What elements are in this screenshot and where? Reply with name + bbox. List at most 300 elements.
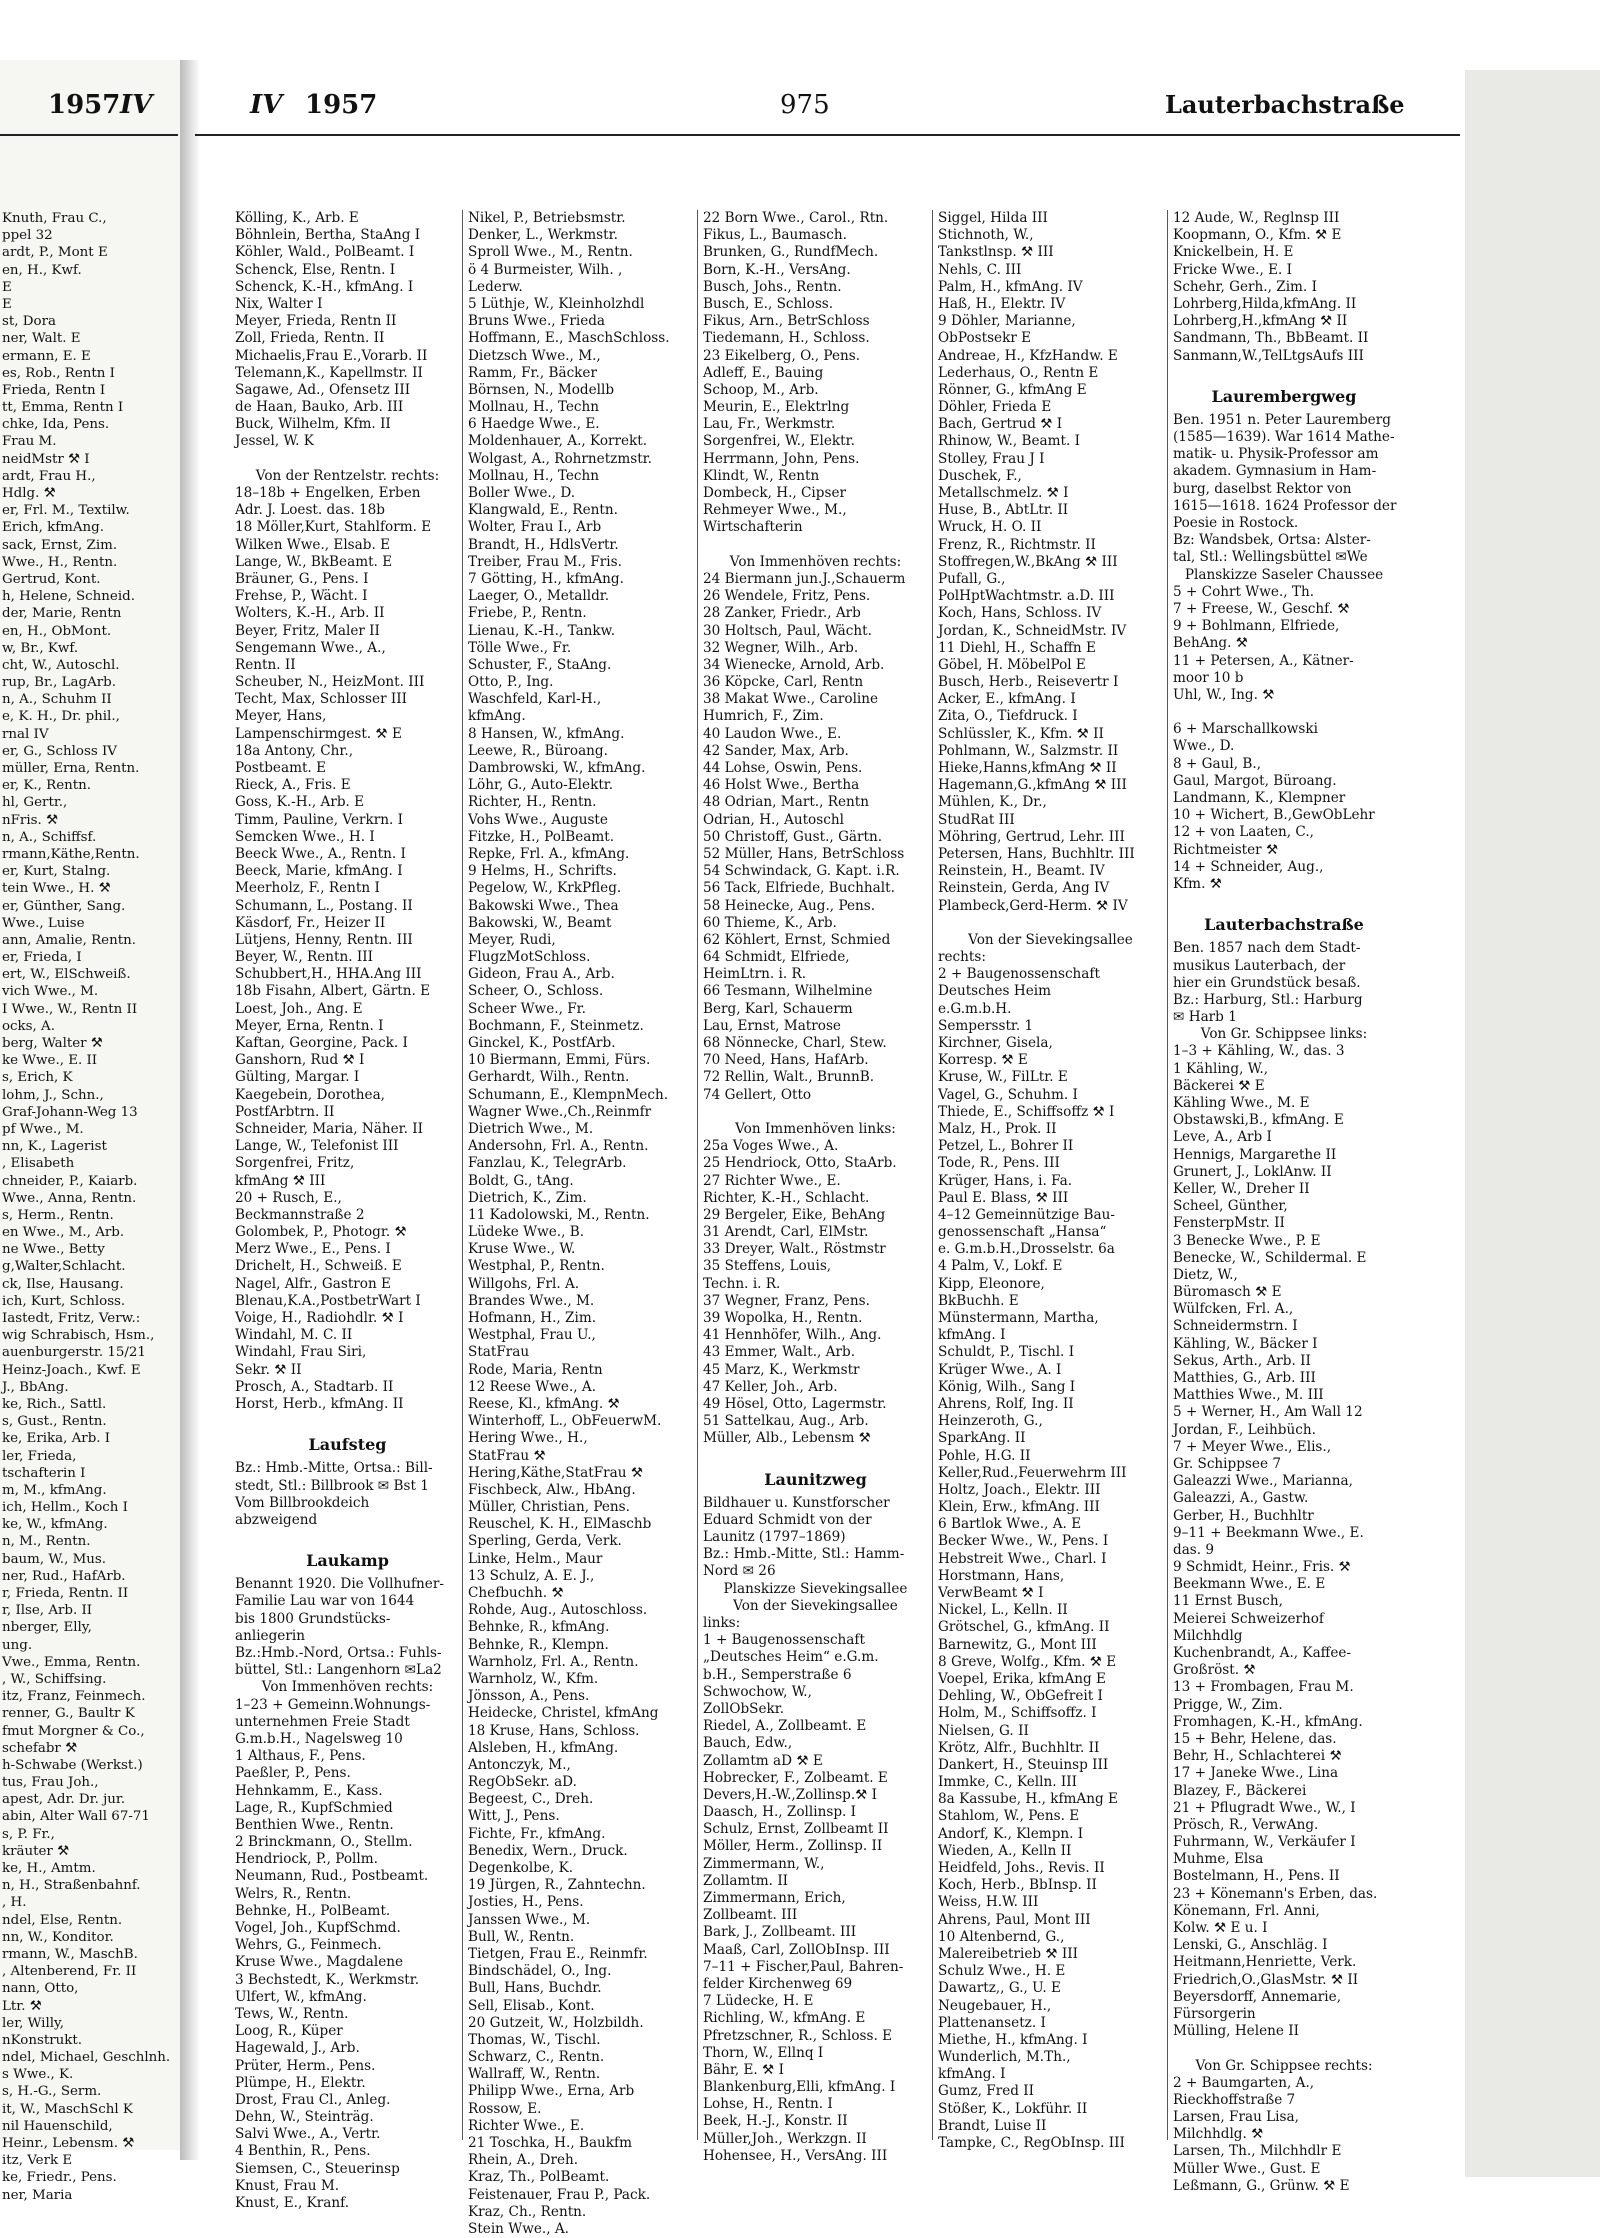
directory-entry: h-Schwabe (Werkst.) xyxy=(2,1757,143,1773)
directory-entry: abin, Alter Wall 67-71 xyxy=(2,1809,150,1825)
directory-entry: tschafterin I xyxy=(2,1465,86,1481)
directory-entry: Stahlom, W., Pens. E xyxy=(938,1808,1080,1825)
directory-entry: Lenski, G., Anschläg. I xyxy=(1173,1937,1328,1954)
directory-entry: Zimmermann, Erich, xyxy=(703,1890,846,1906)
directory-entry: Klangwald, E., Rentn. xyxy=(468,502,618,519)
directory-entry: Jönsson, A., Pens. xyxy=(468,1688,590,1705)
directory-entry xyxy=(1173,893,1395,910)
directory-entry: Kaftan, Georgine, Pack. I xyxy=(235,1035,408,1051)
directory-entry: Wilken Wwe., Elsab. E xyxy=(235,536,391,553)
directory-entry: 5 Lüthje, W., Kleinholzhdl xyxy=(468,295,645,312)
street-heading: Laurembergweg xyxy=(1211,386,1357,406)
directory-entry: Heinz-Joach., Kwf. E xyxy=(2,1362,141,1378)
directory-entry: Beeck, Marie, kfmAng. I xyxy=(235,863,403,880)
directory-entry: 12 + von Laaten, C., xyxy=(1173,824,1314,841)
directory-entry: Rhein, A., Dreh. xyxy=(468,2152,579,2169)
directory-entry: ann, Amalie, Rentn. xyxy=(2,932,136,948)
directory-entry: kfmAng. xyxy=(468,708,526,725)
directory-entry: fmut Morgner & Co., xyxy=(2,1723,145,1739)
directory-entry: Hennigs, Margarethe II xyxy=(1173,1146,1337,1163)
directory-entry: Bakowski Wwe., Thea xyxy=(468,897,619,914)
directory-entry: HeimLtrn. i. R. xyxy=(703,966,807,983)
directory-entry: nn, W., Konditor. xyxy=(2,1929,114,1945)
directory-entry: Gülting, Margar. I xyxy=(235,1069,360,1086)
directory-entry: Beeck Wwe., A., Rentn. I xyxy=(235,845,406,862)
directory-entry: Bz: Wandsbek, Ortsa: Alster- xyxy=(1173,532,1371,549)
directory-entry: Bz.: Harburg, Stl.: Harburg xyxy=(1173,991,1363,1008)
directory-entry: Acker, E., kfmAng. I xyxy=(938,691,1076,708)
directory-entry: ObPostsekr E xyxy=(938,330,1032,347)
directory-entry: Bruns Wwe., Frieda xyxy=(468,313,606,330)
directory-entry: Müller Wwe., Gust. E xyxy=(1173,2160,1321,2177)
directory-entry: Wwe., H., Rentn. xyxy=(2,554,118,570)
directory-entry: Rieck, A., Fris. E xyxy=(235,777,351,794)
directory-entry: Sempersstr. 1 xyxy=(938,1017,1034,1034)
directory-entry: Benannt 1920. Die Vollhufner- xyxy=(235,1576,444,1593)
right-page-year: 1957 xyxy=(305,90,378,120)
directory-entry: Fricke Wwe., E. I xyxy=(1173,261,1293,278)
directory-entry: Wagner Wwe.,Ch.,Reinmfr xyxy=(468,1103,652,1120)
column-divider xyxy=(1167,210,1168,2140)
directory-entry: 13 + Frombagen, Frau M. xyxy=(1173,1679,1354,1696)
directory-entry: Schwarz, C., Rentn. xyxy=(468,2049,605,2066)
directory-entry: Münstermann, Martha, xyxy=(938,1310,1099,1326)
directory-entry: Müller,Joh., Werkzgn. II xyxy=(703,2130,867,2147)
directory-entry: Scheer, O., Schloss. xyxy=(468,983,604,1000)
directory-entry: Galeazzi Wwe., Marianna, xyxy=(1173,1473,1353,1490)
directory-entry: Lange, W., BkBeamt. E xyxy=(235,553,393,570)
directory-entry: Hebstreit Wwe., Charl. I xyxy=(938,1550,1107,1567)
directory-entry: Schumann, E., KlempnMech. xyxy=(468,1086,669,1103)
directory-entry: Weiss, H.W. III xyxy=(938,1894,1039,1911)
directory-entry: 68 Nönnecke, Charl, Stew. xyxy=(703,1035,887,1051)
directory-entry: Andreae, H., KfzHandw. E xyxy=(938,347,1118,364)
directory-entry: en Wwe., M., Arb. xyxy=(2,1225,125,1241)
directory-entry: m, M., kfmAng. xyxy=(2,1482,107,1498)
section-note: Von der Sievekingsallee xyxy=(733,1597,898,1614)
directory-entry: Tode, R., Pens. III xyxy=(938,1155,1060,1172)
directory-entry: abzweigend xyxy=(235,1511,318,1528)
directory-entry: Reinstein, H., Beamt. IV xyxy=(938,863,1105,880)
directory-entry: rnal IV xyxy=(2,726,49,742)
directory-entry: 9–11 + Beekmann Wwe., E. xyxy=(1173,1524,1364,1541)
directory-entry: RegObSekr. aD. xyxy=(468,1774,577,1791)
directory-entry: itz, Verk E xyxy=(2,2153,73,2169)
directory-entry: 4–12 Gemeinnützige Bau- xyxy=(938,1206,1115,1223)
directory-entry: Thorn, W., Ellnq I xyxy=(703,2044,824,2061)
directory-entry: Janssen Wwe., M. xyxy=(468,1911,591,1928)
directory-entry: Knust, E., Kranf. xyxy=(235,2195,350,2211)
directory-entry: Möhring, Gertrud, Lehr. III xyxy=(938,828,1125,845)
directory-entry: er, K., Rentn. xyxy=(2,778,92,794)
directory-entry: Richter Wwe., E. xyxy=(468,2117,585,2134)
directory-entry: Dankert, H., Steuinsp III xyxy=(938,1756,1109,1773)
directory-entry: Wallraff, W., Rentn. xyxy=(468,2066,601,2083)
directory-entry: Tampke, C., RegObInsp. III xyxy=(938,2135,1125,2151)
directory-entry: e. G.m.b.H.,Drosselstr. 6a xyxy=(938,1241,1115,1258)
directory-entry: 42 Sander, Max, Arb. xyxy=(703,742,849,759)
directory-entry: 12 Reese Wwe., A. xyxy=(468,1378,597,1395)
directory-entry: 38 Makat Wwe., Caroline xyxy=(703,691,879,708)
directory-entry: Witt, J., Pens. xyxy=(468,1808,560,1825)
directory-entry: Koch, Herb., BbInsp. II xyxy=(938,1877,1097,1894)
directory-entry: Bähr, E. ⚒ I xyxy=(703,2061,784,2078)
directory-entry: musikus Lauterbach, der xyxy=(1173,957,1346,974)
directory-entry: 5 + Werner, H., Am Wall 12 xyxy=(1173,1404,1363,1421)
directory-entry: 10 Altenbernd, G., xyxy=(938,1928,1065,1945)
directory-entry: ne Wwe., Betty xyxy=(2,1242,105,1258)
directory-entry: Richling, W., kfmAng. E xyxy=(703,2010,866,2027)
directory-entry: Meerholz, F., Rentn I xyxy=(235,880,380,897)
directory-entry: Malereibetrieb ⚒ III xyxy=(938,1945,1079,1962)
directory-entry: 26 Wendele, Fritz, Pens. xyxy=(703,588,871,605)
directory-entry: Wunderlich, M.Th., xyxy=(938,2049,1071,2066)
facing-page-column xyxy=(2,210,177,2204)
directory-entry: Plümpe, H., Elektr. xyxy=(235,2074,366,2091)
directory-entry: Muhme, Elsa xyxy=(1173,1851,1264,1868)
directory-entry: Devers,H.-W.,Zollinsp.⚒ I xyxy=(703,1786,878,1803)
directory-entry: Sandmann, Th., BbBeamt. II xyxy=(1173,330,1369,347)
directory-entry: Brandt, Luise II xyxy=(938,2117,1047,2134)
directory-entry: 21 Toschka, H., Baukfm xyxy=(468,2135,632,2151)
directory-entry: Schneidermstrn. I xyxy=(1173,1318,1298,1335)
directory-entry: Salvi Wwe., A., Vertr. xyxy=(235,2126,381,2143)
directory-entry: Sell, Elisab., Kont. xyxy=(468,1997,595,2014)
directory-entry: Sproll Wwe., M., Rentn. xyxy=(468,244,633,261)
page-number: 975 xyxy=(780,90,830,120)
directory-entry: ler, Willy, xyxy=(2,2015,65,2031)
directory-entry: ndel, Else, Rentn. xyxy=(2,1912,123,1928)
directory-entry: Mülling, Helene II xyxy=(1173,2023,1299,2040)
directory-entry: Hering,Käthe,StatFrau ⚒ xyxy=(468,1464,644,1481)
directory-entry: Thiede, E., Schiffsoffz ⚒ I xyxy=(938,1103,1115,1120)
directory-entry: Prüter, Herm., Pens. xyxy=(235,2057,376,2074)
directory-entry: anliegerin xyxy=(235,1627,305,1644)
directory-entry: Windahl, Frau Siri, xyxy=(235,1344,367,1361)
directory-entry: 10 + Wichert, B.,GewObLehr xyxy=(1173,807,1375,824)
directory-entry: lohm, J., Schn., xyxy=(2,1087,104,1103)
directory-entry: 8a Kassube, H., kfmAng E xyxy=(938,1791,1118,1808)
directory-entry: Lange, W., Telefonist III xyxy=(235,1138,399,1155)
directory-entry: Lederw. xyxy=(468,278,523,295)
directory-entry: g,Walter,Schlacht. xyxy=(2,1259,126,1275)
directory-entry: genossenschaft „Hansa“ xyxy=(938,1224,1107,1241)
directory-entry: ppel 32 xyxy=(2,228,53,244)
directory-entry: Klein, Erw., kfmAng. III xyxy=(938,1499,1100,1516)
directory-entry: Rieckhoffstraße 7 xyxy=(1173,2091,1296,2108)
directory-entry: Michaelis,Frau E.,Vorarb. II xyxy=(235,347,428,364)
directory-entry: Schoop, M., Arb. xyxy=(703,381,819,398)
directory-entry: Bz.: Hmb.-Mitte, Stl.: Hamm- xyxy=(703,1546,905,1563)
directory-entry: Hohensee, H., VersAng. III xyxy=(703,2147,888,2164)
directory-entry: 11 + Petersen, A., Kätner- xyxy=(1173,652,1354,669)
directory-entry: Stößer, K., Lokführ. II xyxy=(938,2100,1088,2117)
directory-entry: 15 + Behr, Helene, das. xyxy=(1173,1730,1337,1747)
directory-entry: Behnke, R., kfmAng. xyxy=(468,1619,610,1636)
directory-entry: ermann, E. E xyxy=(2,348,91,364)
directory-column-3 xyxy=(703,210,928,2165)
directory-entry: Stolley, Frau J I xyxy=(938,450,1045,467)
directory-entry: Drichelt, H., Schweiß. E xyxy=(235,1258,402,1275)
directory-entry: Dehling, W., ObGefreit I xyxy=(938,1688,1103,1705)
directory-entry: Krötz, Alfr., Buchhltr. II xyxy=(938,1739,1100,1756)
directory-entry: it, W., MaschSchl K xyxy=(2,2101,133,2117)
directory-entry: Heidfeld, Johs., Revis. II xyxy=(938,1860,1105,1876)
directory-entry xyxy=(703,1104,928,1121)
directory-entry: Bochmann, F., Steinmetz. xyxy=(468,1017,644,1034)
directory-entry: Käsdorf, Fr., Heizer II xyxy=(235,914,386,931)
directory-entry: Nord ✉ 26 xyxy=(703,1563,776,1580)
directory-entry: Frenz, R., Richtmstr. II xyxy=(938,536,1096,553)
directory-entry: Friebe, P., Rentn. xyxy=(468,605,587,622)
directory-entry: nberger, Elly, xyxy=(2,1620,92,1636)
directory-entry: Sagawe, Ad., Ofensetz III xyxy=(235,381,411,398)
directory-entry: 33 Dreyer, Walt., Röstmstr xyxy=(703,1241,886,1258)
directory-entry: itz, Franz, Feinmech. xyxy=(2,1689,146,1705)
directory-entry: Koch, Hans, Schloss. IV xyxy=(938,605,1102,622)
directory-entry: SparkAng. II xyxy=(938,1430,1026,1447)
directory-entry: Wolgast, A., Rohrnetzmstr. xyxy=(468,450,652,467)
directory-entry: Zollamtm. II xyxy=(703,1872,789,1889)
directory-entry: I Wwe., W., Rentn II xyxy=(2,1001,138,1017)
directory-entry: Treiber, Frau M., Fris. xyxy=(468,553,622,570)
directory-entry: 47 Keller, Joh., Arb. xyxy=(703,1378,838,1395)
directory-entry: 8 Hansen, W., kfmAng. xyxy=(468,725,625,742)
directory-entry: Winterhoff, L., ObFeuerwM. xyxy=(468,1413,662,1430)
directory-entry: Voige, H., Radiohdlr. ⚒ I xyxy=(235,1310,404,1326)
directory-entry: Mühlen, K., Dr., xyxy=(938,794,1047,811)
directory-entry: Thomas, W., Tischl. xyxy=(468,2031,601,2048)
directory-entry: Immke, C., Kelln. III xyxy=(938,1774,1077,1791)
directory-entry: BehAng. ⚒ xyxy=(1173,635,1248,652)
directory-entry: 31 Arendt, Carl, ElMstr. xyxy=(703,1224,869,1241)
directory-entry: (1585—1639). War 1614 Mathe- xyxy=(1173,429,1395,446)
directory-entry: Becker Wwe., W., Pens. I xyxy=(938,1533,1109,1550)
directory-entry: Frehse, P., Wächt. I xyxy=(235,588,368,605)
directory-entry: Dietrich, K., Zim. xyxy=(468,1189,587,1206)
directory-entry: 48 Odrian, Mart., Rentn xyxy=(703,794,870,811)
directory-entry: 4 Benthin, R., Pens. xyxy=(235,2143,371,2160)
directory-entry: Siemsen, C., Steuerinsp xyxy=(235,2160,400,2177)
directory-entry: ndel, Michael, Geschlnh. xyxy=(2,2050,171,2066)
directory-entry: Timm, Pauline, Verkrn. I xyxy=(235,811,403,828)
directory-entry: e, K. H., Dr. phil., xyxy=(2,709,120,725)
directory-entry: Ltr. ⚒ xyxy=(2,1998,42,2014)
directory-entry: Nix, Walter I xyxy=(235,295,323,312)
directory-entry: Ginckel, K., PostfArb. xyxy=(468,1035,616,1051)
directory-entry: er, Frl. M., Textilw. xyxy=(2,503,130,519)
directory-entry: Leewe, R., Büroang. xyxy=(468,742,608,759)
directory-entry: auenburgerstr. 15/21 xyxy=(2,1345,146,1361)
directory-entry: Lienau, K.-H., Tankw. xyxy=(468,622,616,639)
directory-entry: Zita, O., Tiefdruck. I xyxy=(938,708,1078,725)
directory-entry: tal, Stl.: Wellingsbüttel ✉We xyxy=(1173,549,1368,566)
directory-entry: Daasch, H., Zollinsp. I xyxy=(703,1804,857,1821)
directory-entry: Sorgenfrei, Fritz, xyxy=(235,1155,355,1172)
directory-entry: Repke, Frl. A., kfmAng. xyxy=(468,845,630,862)
directory-entry: Odrian, H., Autoschl xyxy=(703,811,844,828)
directory-entry: links: xyxy=(703,1615,741,1631)
directory-entry: ZollObSekr. xyxy=(703,1700,785,1717)
directory-entry: Fanzlau, K., TelegrArb. xyxy=(468,1155,627,1172)
directory-entry: vich Wwe., M. xyxy=(2,984,99,1000)
directory-entry: Rossow, E. xyxy=(468,2100,542,2117)
directory-entry: 32 Wegner, Wilh., Arb. xyxy=(703,639,859,656)
directory-entry: der, Marie, Rentn xyxy=(2,606,122,622)
directory-entry: 27 Richter Wwe., E. xyxy=(703,1172,841,1189)
directory-entry: 70 Need, Hans, HafArb. xyxy=(703,1052,869,1069)
directory-entry: Bauch, Edw., xyxy=(703,1735,793,1752)
directory-entry: kfmAng. I xyxy=(938,1327,1006,1344)
directory-entry: Bz.: Hmb.-Mitte, Ortsa.: Bill- xyxy=(235,1460,433,1477)
directory-entry: Fürsorgerin xyxy=(1173,2005,1256,2022)
directory-entry: Linke, Helm., Maur xyxy=(468,1550,603,1567)
directory-entry: Böhnlein, Bertha, StaAng I xyxy=(235,227,421,244)
directory-entry: ck, Ilse, Hausang. xyxy=(2,1276,124,1292)
directory-entry: Lohrberg,H.,kfmAng ⚒ II xyxy=(1173,313,1348,330)
directory-entry: 2 Brinckmann, O., Stellm. xyxy=(235,1834,413,1851)
directory-entry: Schwochow, W., xyxy=(703,1683,812,1700)
directory-entry: ke, Rich., Sattl. xyxy=(2,1396,107,1412)
directory-entry: Drost, Frau Cl., Anleg. xyxy=(235,2091,391,2108)
running-street-title: Lauterbachstraße xyxy=(1165,90,1405,119)
directory-entry: Brunken, G., RundfMech. xyxy=(703,244,879,261)
directory-entry: nn, K., Lagerist xyxy=(2,1139,107,1155)
directory-entry: das. 9 xyxy=(1173,1541,1215,1558)
directory-entry: StudRat III xyxy=(938,811,1015,828)
directory-entry: Paul E. Blass, ⚒ III xyxy=(938,1189,1069,1206)
directory-entry: Bach, Gertrud ⚒ I xyxy=(938,416,1063,433)
directory-entry: Ramm, Fr., Bäcker xyxy=(468,364,597,381)
directory-entry: r, Ilse, Arb. II xyxy=(2,1603,93,1619)
directory-entry: 23 + Könemann's Erben, das. xyxy=(1173,1885,1378,1902)
directory-entry: 1 Kähling, W., xyxy=(1173,1060,1269,1077)
directory-entry: 51 Sattelkau, Aug., Arb. xyxy=(703,1413,869,1430)
directory-entry: Welrs, R., Rentn. xyxy=(235,1885,352,1902)
directory-entry: 4 Palm, V., Lokf. E xyxy=(938,1258,1063,1275)
directory-entry: 18b Fisahn, Albert, Gärtn. E xyxy=(235,983,431,1000)
directory-entry: 24 Biermann jun.J.,Schauerm xyxy=(703,570,906,587)
directory-entry: h, Helene, Schneid. xyxy=(2,589,135,605)
directory-entry: ler, Frieda, xyxy=(2,1448,77,1464)
directory-entry: Prosch, A., Stadtarb. II xyxy=(235,1378,394,1395)
directory-entry: Krüger Wwe., A. I xyxy=(938,1361,1062,1378)
directory-entry: hier ein Grundstück besaß. xyxy=(1173,974,1361,991)
directory-entry: berg, Walter ⚒ xyxy=(2,1036,103,1051)
directory-entry: Knuth, Frau C., xyxy=(2,211,107,226)
directory-entry: burg, daselbst Rektor von xyxy=(1173,480,1352,497)
directory-entry: J., BbAng. xyxy=(2,1379,69,1395)
directory-entry: 1 Althaus, F., Pens. xyxy=(235,1748,366,1765)
directory-entry: , W., Schiffsing. xyxy=(2,1671,107,1687)
section-note: Von Gr. Schippsee links: xyxy=(1200,1026,1368,1043)
directory-entry: „Deutsches Heim“ e.G.m. xyxy=(703,1649,879,1666)
directory-entry: Launitz (1797–1869) xyxy=(703,1529,846,1546)
directory-entry: Ganshorn, Rud ⚒ I xyxy=(235,1052,365,1069)
directory-entry: Ahrens, Rolf, Ing. II xyxy=(938,1395,1074,1412)
directory-entry: Vohs Wwe., Auguste xyxy=(468,811,608,828)
directory-entry: 52 Müller, Hans, BetrSchloss xyxy=(703,845,905,862)
directory-entry: Schuster, F., StaAng. xyxy=(468,656,612,673)
directory-entry: Matthies Wwe., M. III xyxy=(1173,1387,1324,1404)
directory-entry: , Altenberend, Fr. II xyxy=(2,1964,137,1980)
directory-entry: Meyer, Hans, xyxy=(235,708,327,725)
directory-entry: Kipp, Eleonore, xyxy=(938,1275,1045,1292)
directory-entry: Kaegebein, Dorothea, xyxy=(235,1086,385,1103)
directory-entry: 13 Schulz, A. E. J., xyxy=(468,1567,595,1584)
directory-entry: s, H.-G., Serm. xyxy=(2,2084,102,2100)
directory-entry: Metallschmelz. ⚒ I xyxy=(938,485,1069,501)
directory-entry: Reinstein, Gerda, Ang IV xyxy=(938,880,1110,897)
directory-entry: Ulfert, W., kfmAng. xyxy=(235,1988,367,2005)
directory-entry: akadem. Gymnasium in Ham- xyxy=(1173,463,1377,480)
left-header-rule xyxy=(0,134,178,136)
directory-entry: 19 Jürgen, R., Zahntechn. xyxy=(468,1877,646,1894)
directory-entry: Larsen, Frau Lisa, xyxy=(1173,2109,1299,2126)
directory-entry: s Wwe., K. xyxy=(2,2067,74,2083)
directory-entry: Wieden, A., Kelln II xyxy=(938,1842,1072,1859)
directory-entry: VerwBeamt ⚒ I xyxy=(938,1585,1044,1601)
directory-entry: Prösch, R., VerwAng. xyxy=(1173,1816,1319,1833)
directory-entry: Wehrs, G., Feinmech. xyxy=(235,1937,382,1954)
directory-entry: Heinzeroth, G., xyxy=(938,1413,1043,1430)
directory-entry: Scheer Wwe., Fr. xyxy=(468,1000,586,1017)
directory-entry: Bostelmann, H., Pens. II xyxy=(1173,1868,1340,1885)
directory-entry: Galeazzi, A., Gastw. xyxy=(1173,1490,1309,1507)
directory-entry: FensterpMstr. II xyxy=(1173,1215,1285,1232)
directory-entry: Boldt, G., tAng. xyxy=(468,1172,574,1189)
directory-entry: Schulz, Ernst, Zollbeamt II xyxy=(703,1821,889,1838)
directory-entry: Fromhagen, K.-H., kfmAng. xyxy=(1173,1713,1363,1730)
directory-entry: Kähling Wwe., M. E xyxy=(1173,1095,1310,1111)
directory-entry: ner, Maria xyxy=(2,2187,73,2203)
directory-entry: König, Wilh., Sang I xyxy=(938,1378,1076,1395)
directory-entry: 7 Lüdecke, H. E xyxy=(703,1993,814,2010)
book-gutter xyxy=(180,60,200,2160)
directory-entry: Stein Wwe., A. xyxy=(468,2220,569,2237)
directory-entry: 11 Ernst Busch, xyxy=(1173,1593,1283,1610)
directory-entry: Heinr., Lebensm. ⚒ xyxy=(2,2136,135,2151)
directory-entry: Sekus, Arth., Arb. II xyxy=(1173,1352,1311,1369)
directory-entry: Benecke, W., Schildermal. E xyxy=(1173,1249,1367,1266)
directory-entry: Pufall, G., xyxy=(938,570,1006,587)
directory-entry: st, Dora xyxy=(2,314,56,330)
directory-entry: Kruse Wwe., Magdalene xyxy=(235,1954,404,1971)
directory-entry: Kruse Wwe., W. xyxy=(468,1241,576,1258)
directory-entry: Wruck, H. O. II xyxy=(938,519,1042,536)
directory-entry: ich, Hellm., Koch I xyxy=(2,1500,128,1516)
directory-entry: ke, Friedr., Pens. xyxy=(2,2170,117,2186)
directory-entry: Kraz, Th., PolBeamt. xyxy=(468,2169,610,2186)
directory-entry: Bakowski, W., Beamt xyxy=(468,914,612,931)
directory-entry: Horstmann, Hans, xyxy=(938,1567,1065,1584)
directory-entry: Nickel, L., Kelln. II xyxy=(938,1602,1068,1619)
directory-entry: Gertrud, Kont. xyxy=(2,571,101,587)
directory-entry: ardt, Frau H., xyxy=(2,468,96,484)
directory-entry: pf Wwe., M. xyxy=(2,1121,84,1137)
directory-entry: 25a Voges Wwe., A. xyxy=(703,1138,839,1155)
directory-entry: 30 Holtsch, Paul, Wächt. xyxy=(703,622,872,639)
directory-entry: Stichnoth, W., xyxy=(938,227,1034,244)
facing-page-fragment xyxy=(0,60,193,2203)
directory-entry: Duschek, F., xyxy=(938,467,1022,484)
directory-entry: Vom Billbrookdeich xyxy=(235,1494,370,1511)
directory-entry: 3 Bechstedt, K., Werkmstr. xyxy=(235,1971,420,1988)
directory-entry: Reese, Kl., kfmAng. ⚒ xyxy=(468,1395,620,1412)
directory-entry: kfmAng ⚒ III xyxy=(235,1172,326,1189)
directory-entry: felder Kirchenweg 69 xyxy=(703,1975,853,1992)
directory-entry: 7 Götting, H., kfmAng. xyxy=(468,570,624,587)
